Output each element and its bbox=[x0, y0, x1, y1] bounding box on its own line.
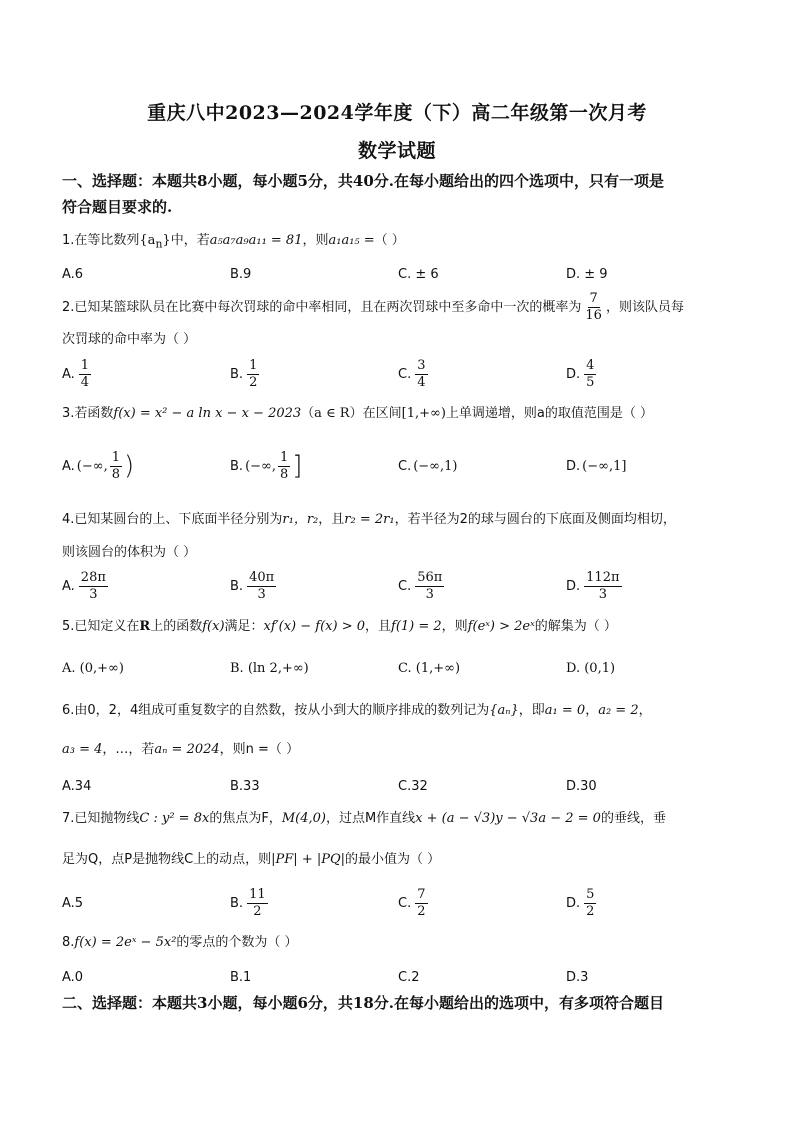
q8-stem-end: 的零点的个数为（ ） bbox=[176, 935, 298, 950]
question-4-line2: 则该圆台的体积为（ ） bbox=[62, 545, 197, 560]
q3-d-value: (−∞,1] bbox=[582, 458, 627, 474]
question-7-line2 bbox=[62, 848, 734, 872]
q2-options bbox=[62, 354, 734, 394]
q8-option-b[interactable]: B.1 bbox=[230, 969, 252, 985]
q7-c-num: 7 bbox=[417, 886, 426, 902]
q4-c-num: 56π bbox=[417, 569, 443, 585]
q7-stem-mid2: ，过点M作直线 bbox=[325, 811, 416, 826]
q4-stem-mid: ，且 bbox=[318, 512, 345, 527]
q6-line2-end: ，则n =（ ） bbox=[219, 742, 300, 757]
q3-interval: [1,+∞) bbox=[401, 406, 446, 421]
q7-point-m: M(4,0) bbox=[281, 811, 326, 826]
q4-stem-pre: 4.已知某圆台的上、下底面半径分别为 bbox=[62, 512, 283, 527]
q4-options bbox=[62, 566, 734, 606]
q8-option-d[interactable]: D.3 bbox=[566, 969, 589, 985]
q2-option-d[interactable] bbox=[566, 354, 598, 394]
q3-condition: （a ∈ R） bbox=[301, 406, 363, 421]
q4-vars: r₁，r₂ bbox=[282, 512, 319, 527]
q2-d-num: 4 bbox=[586, 357, 595, 373]
section-1-heading bbox=[62, 168, 734, 220]
q4-option-d[interactable] bbox=[566, 566, 624, 606]
q5-inequality: xf′(x) − f(x) > 0 bbox=[263, 619, 365, 634]
q1-seq bbox=[139, 233, 171, 251]
q6-option-c[interactable]: C.32 bbox=[398, 778, 428, 794]
q5-stem-mid4: ，则 bbox=[441, 619, 468, 634]
question-6-line2 bbox=[62, 738, 734, 762]
q4-option-d-label: D. bbox=[566, 578, 581, 594]
q8-option-c[interactable]: C.2 bbox=[398, 969, 420, 985]
q6-line2-mid: ，…，若 bbox=[102, 742, 155, 757]
q1-options bbox=[62, 254, 734, 294]
q1-seq-open: {a bbox=[139, 233, 156, 248]
q2-a-num: 1 bbox=[80, 357, 90, 373]
q2-option-c[interactable] bbox=[398, 354, 430, 394]
q7-option-c[interactable] bbox=[398, 883, 430, 923]
q5-option-b[interactable]: B. (ln 2,+∞) bbox=[230, 660, 309, 676]
q4-d-den: 3 bbox=[598, 586, 607, 602]
q1-stem-pre: 1.在等比数列 bbox=[62, 233, 140, 248]
q3-a-num: 1 bbox=[111, 449, 121, 465]
question-8 bbox=[62, 931, 734, 955]
question-5 bbox=[62, 615, 734, 639]
q7-d-frac bbox=[584, 887, 596, 920]
q2-option-c-frac bbox=[415, 358, 427, 391]
q5-value: f(1) = 2 bbox=[391, 619, 442, 634]
q3-a-frac bbox=[110, 450, 122, 483]
q7-b-frac bbox=[247, 887, 268, 920]
q7-line2-end: 的最小值为（ ） bbox=[345, 852, 441, 867]
q3-b-num: 1 bbox=[280, 449, 289, 465]
q5-func: f(x) bbox=[202, 619, 225, 634]
q3-b-pre: (−∞, bbox=[245, 458, 276, 474]
q1-option-d[interactable]: D. ± 9 bbox=[566, 266, 608, 282]
q3-b-close: ] bbox=[292, 451, 303, 481]
q4-c-frac bbox=[415, 570, 444, 603]
q3-a-close: ) bbox=[124, 451, 135, 481]
q6-option-a[interactable]: A.34 bbox=[62, 778, 92, 794]
q1-seq-sub: n bbox=[155, 237, 163, 251]
q2-stem-line1: 2.已知某篮球队员在比赛中每次罚球的命中率相同，且在两次罚球中至多命中一次的概率为 bbox=[62, 300, 582, 315]
q4-d-num: 112π bbox=[586, 569, 620, 585]
q4-b-den: 3 bbox=[257, 586, 266, 602]
q7-option-a[interactable] bbox=[62, 883, 85, 923]
q3-option-d-label: D. bbox=[566, 458, 581, 474]
q7-expression: |PF| + |PQ| bbox=[271, 852, 346, 867]
exam-title: 重庆八中2023—2024学年度（下）高二年级第一次月考 bbox=[147, 102, 647, 124]
q3-option-c-label: C. bbox=[398, 458, 412, 474]
q3-stem-pre: 3.若函数 bbox=[62, 406, 114, 421]
q6-stem-mid: ，即 bbox=[518, 703, 545, 718]
q4-b-num: 40π bbox=[249, 569, 275, 585]
q8-function: f(x) = 2eˣ − 5x² bbox=[74, 935, 177, 950]
q2-d-den: 5 bbox=[586, 374, 595, 390]
q3-b-frac bbox=[278, 450, 290, 483]
q8-stem-pre: 8. bbox=[62, 935, 75, 950]
q2-option-a-frac bbox=[79, 358, 91, 391]
q2-c-num: 3 bbox=[417, 357, 426, 373]
q4-option-a[interactable] bbox=[62, 566, 110, 606]
q2-option-a[interactable] bbox=[62, 354, 93, 394]
q6-options bbox=[62, 766, 734, 806]
q8-option-a[interactable]: A.0 bbox=[62, 969, 84, 985]
question-2-line2: 次罚球的命中率为（ ） bbox=[62, 332, 197, 347]
q7-option-b-label: B. bbox=[230, 895, 244, 911]
q4-option-b-label: B. bbox=[230, 578, 244, 594]
section-1-line1: 一、选择题：本题共8小题，每小题5分，共40分.在每小题给出的四个选项中，只有一项是 bbox=[62, 172, 664, 190]
q3-option-b[interactable] bbox=[230, 446, 302, 486]
q7-line: x + (a − √3)y − √3a − 2 = 0 bbox=[415, 811, 601, 826]
exam-subtitle: 数学试题 bbox=[357, 140, 436, 162]
q5-real-set: R bbox=[139, 619, 151, 634]
q3-stem-mid: 在区间 bbox=[362, 406, 402, 421]
q2-b-den: 2 bbox=[249, 374, 258, 390]
question-4 bbox=[62, 508, 734, 532]
q1-condition: a₅a₇a₉a₁₁ = 81 bbox=[209, 233, 303, 248]
section-2-heading bbox=[62, 990, 734, 1016]
q6-stem-end: ， bbox=[638, 703, 652, 718]
q7-stem-end: 的垂线，垂 bbox=[600, 811, 666, 826]
q7-option-d[interactable] bbox=[566, 883, 598, 923]
q7-option-d-label: D. bbox=[566, 895, 581, 911]
q1-stem-end: （ ） bbox=[374, 233, 405, 248]
q4-c-den: 3 bbox=[425, 586, 434, 602]
q7-option-c-label: C. bbox=[398, 895, 412, 911]
q5-options bbox=[62, 648, 734, 688]
q6-a3: a₃ = 4 bbox=[62, 742, 103, 757]
q5-ask: f(eˣ) > 2eˣ bbox=[467, 619, 535, 634]
q6-seq: {aₙ} bbox=[489, 703, 519, 718]
q5-stem-mid3: ，且 bbox=[365, 619, 392, 634]
q2-c-den: 4 bbox=[417, 374, 426, 390]
q2-option-b[interactable] bbox=[230, 354, 261, 394]
q3-options bbox=[62, 446, 734, 486]
q1-option-b[interactable]: B.9 bbox=[230, 266, 252, 282]
q6-sep: ， bbox=[585, 703, 599, 718]
q1-stem-mid2: ，则 bbox=[302, 233, 329, 248]
q5-stem-mid: 上的函数 bbox=[150, 619, 203, 634]
q7-d-den: 2 bbox=[586, 903, 595, 919]
q1-option-a[interactable]: A.6 bbox=[62, 266, 84, 282]
q2-option-c-label: C. bbox=[398, 366, 412, 382]
q2-frac-num: 7 bbox=[589, 291, 598, 306]
q5-stem-end: 的解集为（ ） bbox=[534, 619, 617, 634]
q3-function: f(x) = x² − a ln x − x − 2023 bbox=[113, 406, 302, 421]
q2-option-d-label: D. bbox=[566, 366, 581, 382]
q6-a2: a₂ = 2 bbox=[598, 703, 639, 718]
q5-stem-pre: 5.已知定义在 bbox=[62, 619, 140, 634]
q7-option-b[interactable] bbox=[230, 883, 270, 923]
q4-option-c[interactable] bbox=[398, 566, 446, 606]
q3-option-d[interactable] bbox=[566, 446, 626, 486]
q1-stem-mid: 中，若 bbox=[170, 233, 210, 248]
q7-options bbox=[62, 883, 734, 923]
q5-option-d[interactable]: D. (0,1) bbox=[566, 660, 616, 676]
question-7 bbox=[62, 807, 734, 831]
q3-a-den: 8 bbox=[111, 466, 121, 482]
q7-c-frac bbox=[415, 887, 427, 920]
q2-option-a-label: A. bbox=[62, 366, 75, 382]
q7-option-a-label: A.5 bbox=[62, 895, 84, 911]
q3-b-den: 8 bbox=[280, 466, 289, 482]
q4-a-frac bbox=[79, 570, 108, 603]
q3-a-pre: (−∞, bbox=[76, 458, 108, 474]
q2-frac-den: 16 bbox=[585, 308, 602, 323]
q4-b-frac bbox=[247, 570, 276, 603]
q4-d-frac bbox=[584, 570, 621, 603]
q3-option-c[interactable] bbox=[398, 446, 458, 486]
q4-stem-end: ，若半径为2的球与圆台的下底面及侧面均相切， bbox=[394, 512, 676, 527]
q6-option-b[interactable]: B.33 bbox=[230, 778, 260, 794]
q5-option-a[interactable]: A. (0,+∞) bbox=[62, 660, 124, 676]
q2-a-den: 4 bbox=[80, 374, 90, 390]
q3-option-b-label: B. bbox=[230, 458, 244, 474]
q7-stem-pre: 7.已知抛物线 bbox=[62, 811, 140, 826]
q4-condition: r₂ = 2r₁ bbox=[344, 512, 395, 527]
q3-option-a-label: A. bbox=[62, 458, 75, 474]
q7-stem-mid: 的焦点为F， bbox=[209, 811, 282, 826]
q1-ask: a₁a₁₅ = bbox=[328, 233, 375, 248]
q4-option-c-label: C. bbox=[398, 578, 412, 594]
q2-option-b-label: B. bbox=[230, 366, 244, 382]
question-1 bbox=[62, 229, 734, 257]
q6-stem-line1: 6.由0，2，4组成可重复数字的自然数，按从小到大的顺序排成的数列记为 bbox=[62, 703, 490, 718]
q7-b-den: 2 bbox=[253, 903, 262, 919]
q1-option-c[interactable]: C. ± 6 bbox=[398, 266, 439, 282]
question-2 bbox=[62, 291, 734, 325]
q1-seq-close: } bbox=[162, 233, 171, 248]
q6-an: aₙ = 2024 bbox=[154, 742, 220, 757]
q7-line2-pre: 足为Q，点P是抛物线C上的动点，则 bbox=[62, 852, 272, 867]
q7-parabola: C : y² = 8x bbox=[139, 811, 210, 826]
q7-b-num: 11 bbox=[249, 886, 266, 902]
q6-a1: a₁ = 0 bbox=[544, 703, 586, 718]
q7-c-den: 2 bbox=[417, 903, 426, 919]
section-1-line2: 符合题目要求的. bbox=[62, 198, 173, 216]
section-2-line1: 二、选择题：本题共3小题，每小题6分，共18分.在每小题给出的选项中，有多项符合题目 bbox=[62, 994, 664, 1012]
q2-option-d-frac bbox=[584, 358, 596, 391]
q4-option-b[interactable] bbox=[230, 566, 278, 606]
q2-option-b-frac bbox=[247, 358, 259, 391]
q4-option-a-label: A. bbox=[62, 578, 75, 594]
q2-fraction bbox=[583, 291, 604, 324]
q5-option-c[interactable]: C. (1,+∞) bbox=[398, 660, 461, 676]
q2-stem-line1-end: ，则该队员每 bbox=[605, 300, 684, 315]
q3-option-a[interactable] bbox=[62, 446, 134, 486]
q2-b-num: 1 bbox=[249, 357, 258, 373]
question-6 bbox=[62, 699, 734, 723]
question-3 bbox=[62, 402, 734, 426]
q5-stem-mid2: 满足： bbox=[224, 619, 264, 634]
q3-c-value: (−∞,1) bbox=[413, 458, 458, 474]
q4-a-den: 3 bbox=[89, 586, 98, 602]
q7-d-num: 5 bbox=[586, 886, 595, 902]
q3-stem-end: 上单调递增，则a的取值范围是（ ） bbox=[445, 406, 654, 421]
q4-a-num: 28π bbox=[80, 569, 106, 585]
q6-option-d[interactable]: D.30 bbox=[566, 778, 597, 794]
